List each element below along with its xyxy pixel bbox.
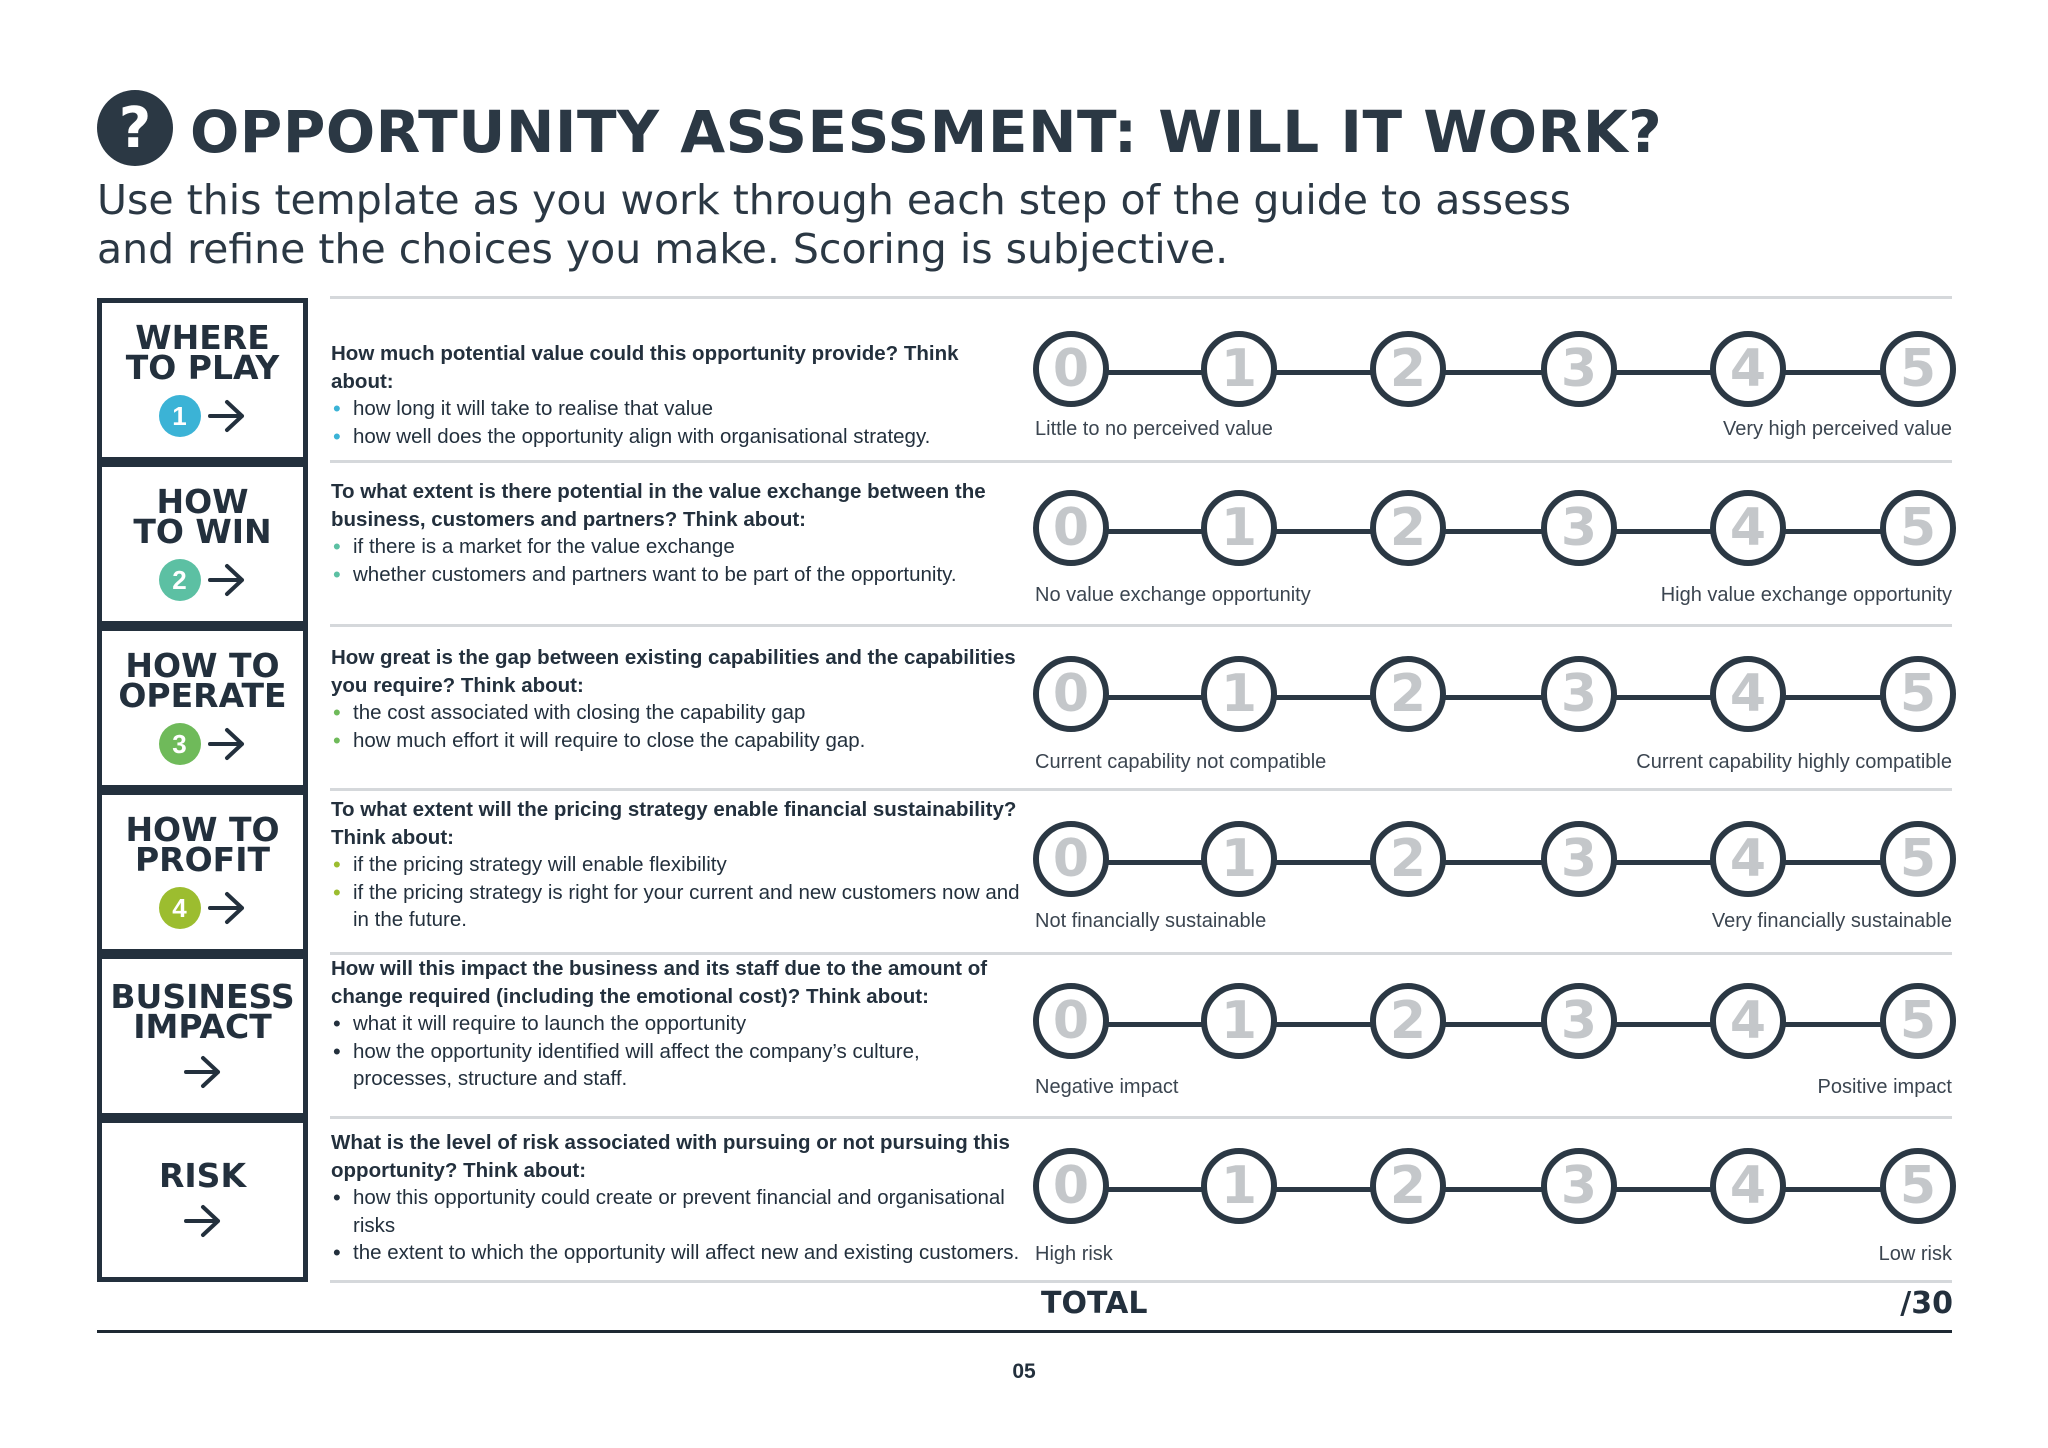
page-number: 05: [1012, 1360, 1036, 1383]
score-option-0[interactable]: 0: [1033, 656, 1109, 732]
think-about-item: • how the opportunity identified will affect the company’s culture, processes, structure and staff.: [331, 1038, 1021, 1093]
score-option-0[interactable]: 0: [1033, 1148, 1109, 1224]
scale-low-label: No value exchange opportunity: [1035, 584, 1311, 606]
score-scale: [1033, 331, 1953, 413]
row-divider: [330, 788, 1952, 791]
score-scale: [1033, 656, 1953, 738]
question-text: To what extent will the pricing strategy enable financial sustainability? Think about:: [331, 798, 1017, 849]
score-option-5[interactable]: 5: [1880, 821, 1956, 897]
think-about-list: [331, 533, 1021, 588]
think-about-item: • whether customers and partners want to be part of the opportunity.: [331, 561, 1021, 589]
question-block: [331, 644, 1021, 754]
arrow-right-icon: [207, 890, 247, 926]
scale-high-label: Current capability highly compatible: [1636, 751, 1952, 773]
category-label: RISK: [158, 1156, 247, 1195]
scale-high-label: Low risk: [1878, 1243, 1952, 1265]
question-text: How much potential value could this opportunity provide? Think about:: [331, 342, 959, 393]
score-option-1[interactable]: 1: [1201, 331, 1277, 407]
question-text: How great is the gap between existing capabilities and the capabilities you require? Think about:: [331, 646, 1016, 697]
score-option-4[interactable]: 4: [1710, 490, 1786, 566]
score-scale: [1033, 821, 1953, 903]
scale-low-label: Little to no perceived value: [1035, 418, 1273, 440]
category-icons: [183, 1203, 223, 1239]
category-label: HOW TO OPERATE: [118, 646, 287, 715]
score-option-4[interactable]: 4: [1710, 983, 1786, 1059]
category-label: BUSINESS IMPACT: [110, 977, 295, 1046]
score-option-4[interactable]: 4: [1710, 821, 1786, 897]
category-box: [97, 462, 308, 626]
bottom-rule: [97, 1330, 1952, 1333]
think-about-list: [331, 1184, 1021, 1267]
score-option-2[interactable]: 2: [1370, 983, 1446, 1059]
category-box: [97, 790, 308, 954]
score-option-2[interactable]: 2: [1370, 331, 1446, 407]
scale-track: [1073, 1022, 1913, 1027]
scale-track: [1073, 370, 1913, 375]
score-option-3[interactable]: 3: [1541, 983, 1617, 1059]
score-option-3[interactable]: 3: [1541, 1148, 1617, 1224]
think-about-list: [331, 395, 1021, 450]
category-icons: [159, 559, 247, 601]
score-option-3[interactable]: 3: [1541, 821, 1617, 897]
think-about-item: • how well does the opportunity align with organisational strategy.: [331, 423, 1021, 451]
score-scale: [1033, 983, 1953, 1065]
step-number-badge: 1: [159, 395, 201, 437]
score-option-5[interactable]: 5: [1880, 490, 1956, 566]
row-divider: [330, 624, 1952, 627]
row-divider: [330, 460, 1952, 463]
think-about-list: [331, 699, 1021, 754]
scale-high-label: Very financially sustainable: [1711, 910, 1952, 932]
category-box: [97, 954, 308, 1118]
question-block: [331, 340, 1021, 450]
scale-high-label: Very high perceived value: [1722, 418, 1952, 440]
think-about-item: • how long it will take to realise that value: [331, 395, 1021, 423]
category-icons: [159, 395, 247, 437]
category-icons: [159, 723, 247, 765]
question-text: How will this impact the business and its staff due to the amount of change required (including the emotional cost)? Think about:: [331, 957, 988, 1008]
scale-low-label: High risk: [1035, 1243, 1113, 1265]
scale-track: [1073, 1187, 1913, 1192]
think-about-item: • if there is a market for the value exchange: [331, 533, 1021, 561]
score-option-0[interactable]: 0: [1033, 983, 1109, 1059]
think-about-list: [331, 851, 1021, 934]
step-number-badge: 4: [159, 887, 201, 929]
step-number-badge: 3: [159, 723, 201, 765]
page-subtitle: [97, 176, 1597, 274]
subtitle-line-2: and refine the choices you make. Scoring is subjective.: [97, 225, 1229, 273]
arrow-right-icon: [207, 562, 247, 598]
think-about-list: [331, 1010, 1021, 1093]
score-option-0[interactable]: 0: [1033, 821, 1109, 897]
scale-high-label: Positive impact: [1817, 1076, 1952, 1098]
scale-low-label: Not financially sustainable: [1035, 910, 1267, 932]
score-option-3[interactable]: 3: [1541, 331, 1617, 407]
think-about-item: • if the pricing strategy will enable flexibility: [331, 851, 1021, 879]
score-option-3[interactable]: 3: [1541, 490, 1617, 566]
category-label: WHERE TO PLAY: [125, 318, 280, 387]
question-mark-icon: ?: [97, 90, 173, 166]
category-icons: [159, 887, 247, 929]
category-box: [97, 1118, 308, 1282]
arrow-right-icon: [183, 1054, 223, 1090]
score-scale: [1033, 1148, 1953, 1230]
score-option-4[interactable]: 4: [1710, 656, 1786, 732]
step-number-badge: 2: [159, 559, 201, 601]
score-option-5[interactable]: 5: [1880, 983, 1956, 1059]
score-option-5[interactable]: 5: [1880, 656, 1956, 732]
row-divider: [330, 296, 1952, 299]
question-block: [331, 955, 1021, 1093]
score-option-4[interactable]: 4: [1710, 331, 1786, 407]
question-block: [331, 796, 1021, 934]
score-scale: [1033, 490, 1953, 572]
score-option-2[interactable]: 2: [1370, 490, 1446, 566]
scale-track: [1073, 529, 1913, 534]
page-title: OPPORTUNITY ASSESSMENT: WILL IT WORK?: [190, 98, 1663, 166]
score-option-2[interactable]: 2: [1370, 656, 1446, 732]
total-label: TOTAL: [1041, 1286, 1148, 1321]
think-about-item: • if the pricing strategy is right for your current and new customers now and in the future.: [331, 879, 1021, 934]
score-option-1[interactable]: 1: [1201, 656, 1277, 732]
score-option-1[interactable]: 1: [1201, 1148, 1277, 1224]
arrow-right-icon: [207, 726, 247, 762]
total-value: /30: [1900, 1286, 1953, 1321]
arrow-right-icon: [207, 398, 247, 434]
row-divider: [330, 1116, 1952, 1119]
category-box: [97, 298, 308, 462]
score-option-3[interactable]: 3: [1541, 656, 1617, 732]
think-about-item: • how much effort it will require to close the capability gap.: [331, 727, 1021, 755]
think-about-item: • how this opportunity could create or prevent financial and organisational risks: [331, 1184, 1021, 1239]
category-label: HOW TO WIN: [133, 482, 272, 551]
question-text: What is the level of risk associated with pursuing or not pursuing this opportunity? Think about:: [331, 1131, 1010, 1182]
think-about-item: • the extent to which the opportunity will affect new and existing customers.: [331, 1239, 1021, 1267]
question-block: [331, 1129, 1021, 1267]
score-option-4[interactable]: 4: [1710, 1148, 1786, 1224]
scale-low-label: Current capability not compatible: [1035, 751, 1327, 773]
score-option-5[interactable]: 5: [1880, 331, 1956, 407]
score-option-0[interactable]: 0: [1033, 490, 1109, 566]
score-option-0[interactable]: 0: [1033, 331, 1109, 407]
score-option-1[interactable]: 1: [1201, 821, 1277, 897]
think-about-item: • the cost associated with closing the capability gap: [331, 699, 1021, 727]
score-option-1[interactable]: 1: [1201, 490, 1277, 566]
score-option-2[interactable]: 2: [1370, 821, 1446, 897]
question-block: [331, 478, 1021, 588]
scale-high-label: High value exchange opportunity: [1660, 584, 1952, 606]
category-box: [97, 626, 308, 790]
score-option-2[interactable]: 2: [1370, 1148, 1446, 1224]
subtitle-line-1: Use this template as you work through each step of the guide to assess: [97, 176, 1572, 224]
question-text: To what extent is there potential in the value exchange between the business, customers and partners? Think about:: [331, 480, 986, 531]
category-icons: [183, 1054, 223, 1090]
score-option-5[interactable]: 5: [1880, 1148, 1956, 1224]
scale-track: [1073, 695, 1913, 700]
scale-track: [1073, 860, 1913, 865]
scale-low-label: Negative impact: [1035, 1076, 1179, 1098]
arrow-right-icon: [183, 1203, 223, 1239]
think-about-item: • what it will require to launch the opportunity: [331, 1010, 1021, 1038]
category-label: HOW TO PROFIT: [125, 810, 280, 879]
row-divider: [330, 1280, 1952, 1283]
score-option-1[interactable]: 1: [1201, 983, 1277, 1059]
